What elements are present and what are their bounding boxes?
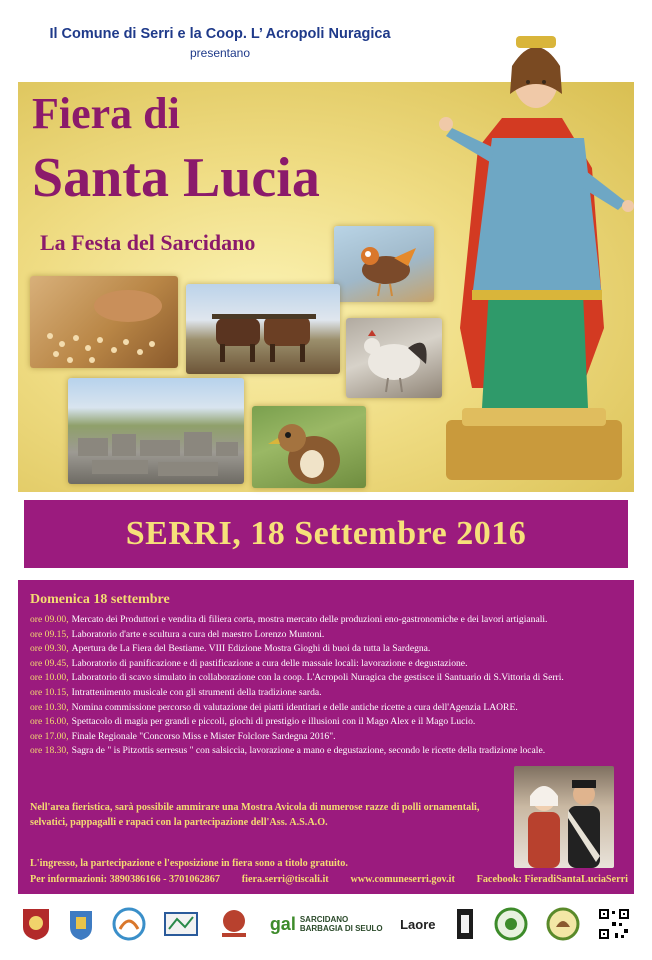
contact-website[interactable]: www.comuneserri.gov.it <box>350 874 455 885</box>
qr-code-icon[interactable] <box>597 907 631 941</box>
mandarin-duck-photo <box>334 226 434 302</box>
program-text: Laboratorio di panificazione e di pastificazione a cura delle massaie locali: lavorazione e degustazione. <box>71 657 468 669</box>
program-text: Mercato dei Produttori e vendita di filiera corta, mostra mercato delle produzioni eno-gastronomiche e dei lavori artigianali. <box>71 614 548 625</box>
program-text: Apertura de La Fiera del Bestiame. VIII Edizione Mostra Gioghi di buoi da tutta la Sardegna. <box>71 643 431 655</box>
laore-logo: Laore <box>400 916 436 932</box>
circular-emblem-icon <box>112 907 146 941</box>
program-text: Laboratorio di scavo simulato in collaborazione con la coop. L'Acropoli Nuragica che gestisce il Santuario di S.Vittoria di Serri. <box>71 672 564 684</box>
program-text: Sagra de " is Pitzottis serresus " con salsiccia, lavorazione a mano e degustazione, secondo le ricette della tradizione locale. <box>71 745 546 757</box>
contact-email[interactable]: fiera.serri@tiscali.it <box>241 874 329 885</box>
program-text: Finale Regionale "Concorso Miss e Mister Folclore Sardegna 2016". <box>71 730 336 742</box>
gal-mark: gal <box>269 913 296 934</box>
gal-line-2: BARBAGIA DI SEULO <box>299 924 383 933</box>
acropoli-logo-icon <box>453 907 477 941</box>
program-item <box>30 730 634 745</box>
hawk-photo <box>252 406 366 488</box>
program-time: ore 10.00, <box>30 672 69 684</box>
avicola-line-2: selvatici, pappagalli e rapaci con la partecipazione dell'Ass. A.S.A.O. <box>30 817 328 828</box>
program-time: ore 09.45, <box>30 657 69 669</box>
contact-phone: Per informazioni: 3890386166 - 3701062867 <box>30 874 220 885</box>
subtitle: La Festa del Sarcidano <box>40 230 256 255</box>
program-text: Spettacolo di magia per grandi e piccoli, giochi di prestigio e illusioni con il Mago Alex e il Mago Lucio. <box>71 716 476 728</box>
contact-facebook[interactable]: Facebook: FieradiSantaLuciaSerri <box>476 874 628 885</box>
sardinia-crest-icon <box>21 907 51 941</box>
organizers-text: Il Comune di Serri e la Coop. L’ Acropoli Nuragica <box>49 26 391 42</box>
contacts-row <box>30 874 628 885</box>
green-emblem-icon <box>494 907 528 941</box>
gal-text <box>300 915 383 934</box>
program-item <box>30 744 634 759</box>
nuraghe-ruins-photo <box>68 378 244 484</box>
program-text: Laboratorio d'arte e scultura a cura del maestro Lorenzo Muntoni. <box>71 628 325 640</box>
program-time: ore 10.30, <box>30 701 69 713</box>
oxen-yoke-photo <box>186 284 340 374</box>
santa-lucia-statue <box>432 28 638 488</box>
program-time: ore 10.15, <box>30 686 69 698</box>
miss-mister-photo <box>514 766 614 868</box>
program-time: ore 09.15, <box>30 628 69 640</box>
title-line-2: Santa Lucia <box>32 147 320 209</box>
sponsor-logos <box>0 900 652 948</box>
avicola-notice <box>30 800 500 830</box>
program-item <box>30 686 634 701</box>
program-time: ore 16.00, <box>30 716 69 728</box>
poster-header <box>0 26 440 60</box>
serri-crest-icon <box>68 907 94 941</box>
program-item <box>30 628 634 643</box>
regional-logo-icon <box>163 909 199 939</box>
program-item <box>30 642 634 657</box>
pasta-making-photo <box>30 276 178 368</box>
program-text: Nomina commissione percorso di valutazione dei piatti identitari e delle antiche ricette a cura dell'Agenzia LAORE. <box>71 701 518 713</box>
hen-photo <box>346 318 442 398</box>
program-list <box>30 613 634 759</box>
program-item <box>30 715 634 730</box>
program-item <box>30 671 634 686</box>
program-text: Intrattenimento musicale con gli strumenti della tradizione sarda. <box>71 686 322 698</box>
event-date: SERRI, 18 Settembre 2016 <box>125 515 527 552</box>
program-time: ore 09.30, <box>30 643 69 655</box>
program-day-title: Domenica 18 settembre <box>30 592 170 607</box>
date-banner <box>24 500 628 568</box>
title-line-1: Fiera di <box>32 89 180 138</box>
program-time: ore 09.00, <box>30 614 69 625</box>
free-entry-note: L'ingresso, la partecipazione e l'esposizione in fiera sono a titolo gratuito. <box>30 858 348 869</box>
program-item <box>30 613 634 628</box>
gal-line-1: SARCIDANO <box>299 914 349 924</box>
avicola-line-1: Nell'area fieristica, sarà possibile ammirare una Mostra Avicola di numerose razze di polli ornamentali, <box>30 802 480 813</box>
program-item <box>30 701 634 716</box>
asao-emblem-icon <box>546 907 580 941</box>
association-logo-icon <box>216 907 252 941</box>
program-time: ore 17.00, <box>30 730 69 742</box>
gal-sarcidano-logo <box>270 914 383 935</box>
program-time: ore 18.30, <box>30 745 69 757</box>
presents-text: presentano <box>189 46 251 60</box>
program-item <box>30 657 634 672</box>
